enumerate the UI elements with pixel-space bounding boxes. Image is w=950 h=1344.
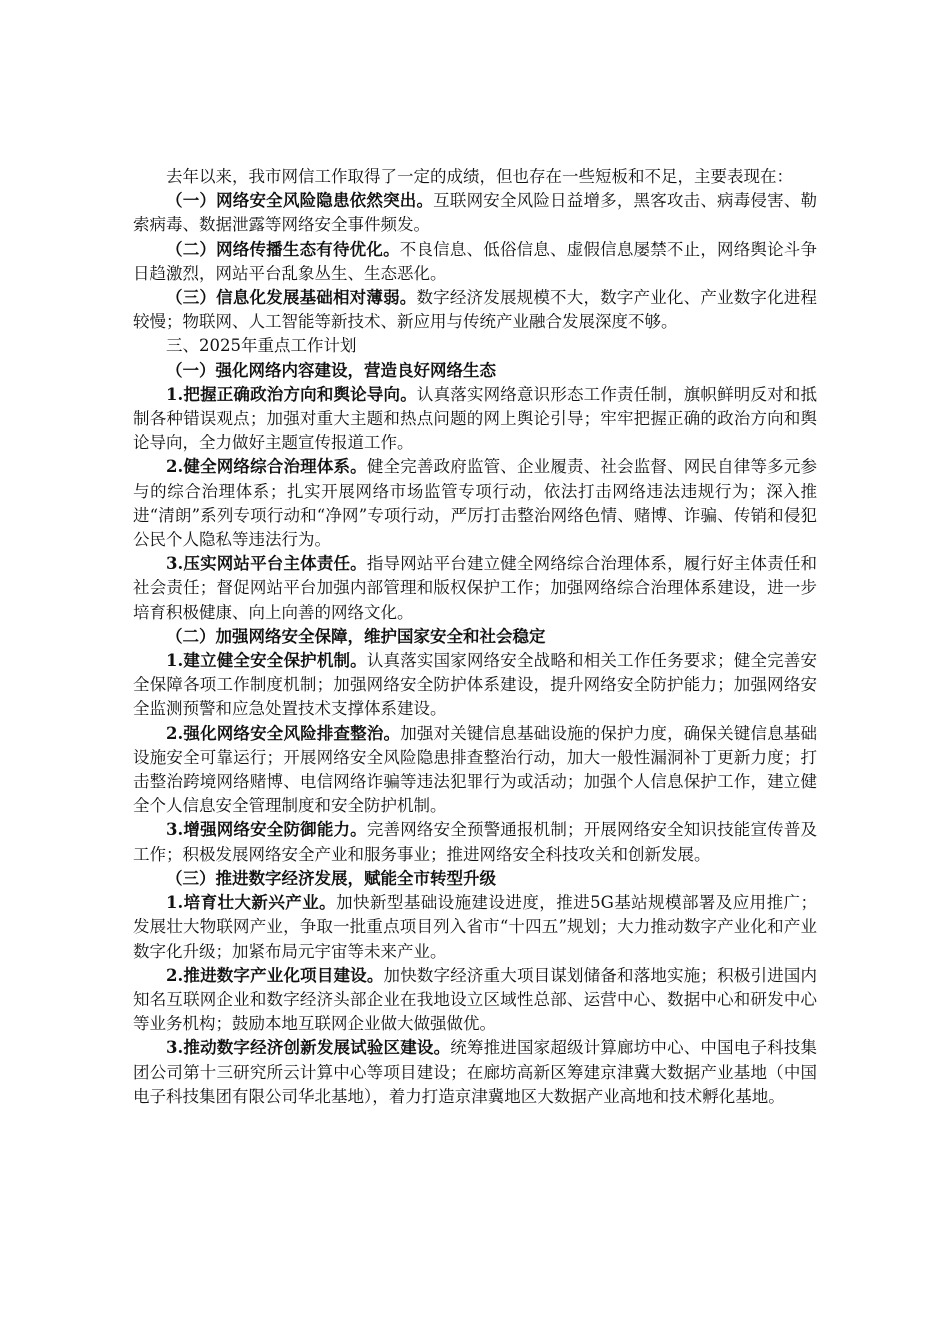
paragraph-economy-3: 3.推动数字经济创新发展试验区建设。统筹推进国家超级计算廊坊中心、中国电子科技集团公司第十三研究所云计算中心等项目建设；在廊坊高新区筹建京津冀大数据产业基地（中国电子科技集团有限公司华北基地），着力打造京津冀地区大数据产业高地和技术孵化基地。 xyxy=(133,1038,818,1106)
paragraph-intro: 去年以来，我市网信工作取得了一定的成绩，但也存在一些短板和不足，主要表现在： xyxy=(166,167,793,186)
section-heading-plan: 三、2025年重点工作计划 xyxy=(166,336,357,356)
subsection-heading-economy: （三）推进数字经济发展，赋能全市转型升级 xyxy=(166,868,496,888)
document-body xyxy=(133,165,817,1109)
paragraph-security-1: 1.建立健全安全保护机制。认真落实国家网络安全战略和相关工作任务要求；健全完善安全保障各项工作制度机制；加强网络安全防护体系建设，提升网络安全防护能力；加强网络安全监测预警和应急处置技术支撑体系建设。 xyxy=(133,651,818,719)
paragraph-content-1: 1.把握正确政治方向和舆论导向。认真落实网络意识形态工作责任制，旗帜鲜明反对和抵制各种错误观点；加强对重大主题和热点问题的网上舆论引导；牢牢把握正确的政治方向和舆论导向，全力做好主题宣传报道工作。 xyxy=(133,384,818,453)
paragraph-security-2: 2.强化网络安全风险排查整治。加强对关键信息基础设施的保护力度，确保关键信息基础设施安全可靠运行；开展网络安全风险隐患排查整治行动，加大一般性漏洞补丁更新力度；打击整治跨境网络赌博、电信网络诈骗等违法犯罪行为或活动；加强个人信息保护工作，建立健全个人信息安全管理制度和安全防护机制。 xyxy=(133,723,817,816)
paragraph-economy-1: 1.培育壮大新兴产业。加快新型基础设施建设进度，推进5G基站规模部署及应用推广；发展壮大物联网产业，争取一批重点项目列入省市“十四五”规划；大力推动数字产业化和产业数字化升级；加紧布局元宇宙等未来产业。 xyxy=(133,893,817,961)
paragraph-issue-1: （一）网络安全风险隐患依然突出。互联网安全风险日益增多，黑客攻击、病毒侵害、勒索病毒、数据泄露等网络安全事件频发。 xyxy=(133,191,818,235)
paragraph-content-3: 3.压实网站平台主体责任。指导网站平台建立健全网络综合治理体系，履行好主体责任和社会责任；督促网站平台加强内部管理和版权保护工作；加强网络综合治理体系建设，进一步培育积极健康、向上向善的网络文化。 xyxy=(133,554,818,622)
paragraph-economy-2: 2.推进数字产业化项目建设。加快数字经济重大项目谋划储备和落地实施；积极引进国内知名互联网企业和数字经济头部企业在我地设立区域性总部、运营中心、数据中心和研发中心等业务机构；鼓励本地互联网企业做大做强做优。 xyxy=(133,965,817,1034)
paragraph-issue-3: （三）信息化发展基础相对薄弱。数字经济发展规模不大，数字产业化、产业数字化进程较慢；物联网、人工智能等新技术、新应用与传统产业融合发展深度不够。 xyxy=(133,288,818,332)
paragraph-content-2: 2.健全网络综合治理体系。健全完善政府监管、企业履责、社会监督、网民自律等多元参与的综合治理体系；扎实开展网络市场监管专项行动，依法打击网络违法违规行为；深入推进“清朗”系列专项行动和“净网”专项行动，严厉打击整治网络色情、赌博、诈骗、传销和侵犯公民个人隐私等违法行为。 xyxy=(133,457,818,550)
paragraph-issue-2: （二）网络传播生态有待优化。不良信息、低俗信息、虚假信息屡禁不止，网络舆论斗争日趋激烈，网站平台乱象丛生、生态恶化。 xyxy=(133,239,818,283)
subsection-heading-content: （一）强化网络内容建设，营造良好网络生态 xyxy=(166,360,496,380)
subsection-heading-security: （二）加强网络安全保障，维护国家安全和社会稳定 xyxy=(166,626,546,646)
paragraph-security-3: 3.增强网络安全防御能力。完善网络安全预警通报机制；开展网络安全知识技能宣传普及工作；积极发展网络安全产业和服务事业；推进网络安全科技攻关和创新发展。 xyxy=(133,820,818,864)
